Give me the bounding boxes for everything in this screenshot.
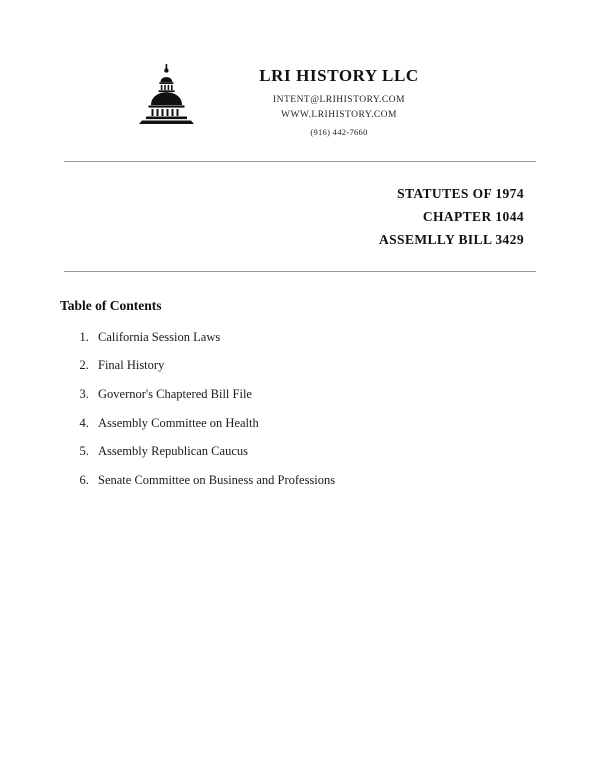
capitol-dome-icon: [131, 60, 203, 132]
letterhead: [0, 0, 600, 137]
organization-phone: (916) 442-7660: [310, 127, 368, 137]
organization-info: [209, 58, 469, 137]
toc-item-label: Final History: [98, 358, 165, 373]
organization-website: WWW.LRIHISTORY.COM: [281, 110, 397, 120]
bill-number: ASSEMLLY BILL 3429: [378, 232, 524, 248]
toc-item-label: California Session Laws: [98, 329, 221, 344]
list-item[interactable]: [92, 416, 536, 432]
statutes-year: STATUTES OF 1974: [397, 186, 524, 201]
table-of-contents: [0, 272, 600, 489]
toc-item-label: Governor's Chaptered Bill File: [98, 386, 252, 401]
list-item[interactable]: [92, 358, 536, 374]
organization-email: INTENT@LRIHISTORY.COM: [272, 95, 406, 105]
toc-list: [56, 330, 536, 489]
list-item[interactable]: [92, 473, 536, 489]
toc-heading: Table of Contents: [60, 297, 162, 313]
list-item[interactable]: [92, 444, 536, 460]
organization-name: LRI HISTORY LLC: [259, 66, 419, 85]
toc-item-label: Assembly Republican Caucus: [98, 444, 248, 459]
toc-item-label: Assembly Committee on Health: [98, 415, 259, 430]
document-title-block: [0, 162, 600, 252]
list-item[interactable]: [92, 387, 536, 403]
toc-item-label: Senate Committee on Business and Professions: [98, 472, 336, 487]
list-item[interactable]: [92, 330, 536, 346]
chapter-number: CHAPTER 1044: [422, 209, 524, 225]
